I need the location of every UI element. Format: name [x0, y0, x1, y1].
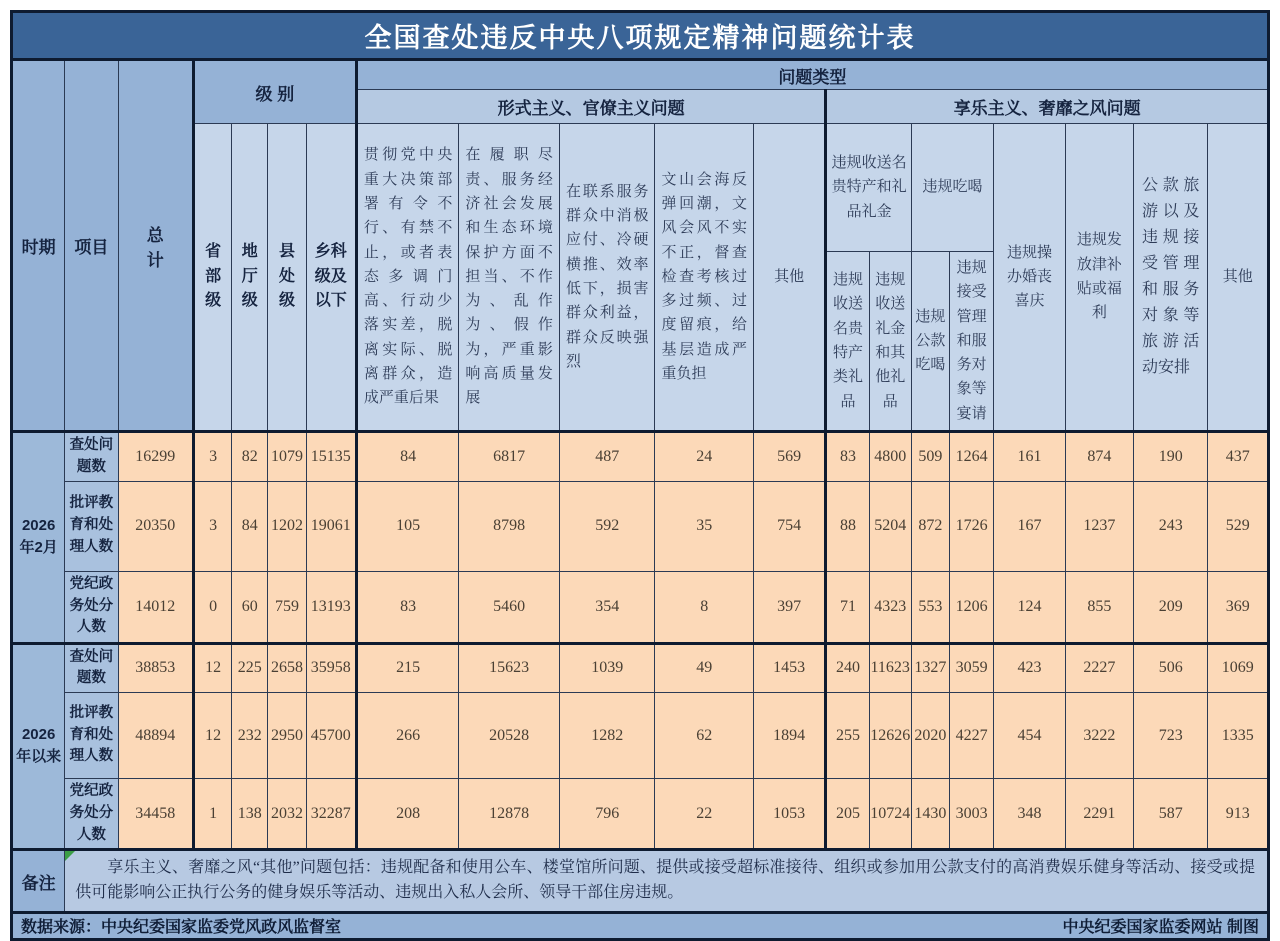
data-cell: 569: [753, 432, 825, 482]
data-cell: 2032: [268, 779, 306, 850]
data-cell: 1430: [911, 779, 949, 850]
data-cell: 255: [826, 693, 869, 779]
data-cell: 16299: [118, 432, 193, 482]
header-hedonism-other: 其他: [1208, 124, 1269, 432]
data-cell: 872: [911, 481, 949, 571]
data-cell: 1894: [753, 693, 825, 779]
header-problem-type: 问题类型: [356, 60, 1268, 90]
data-cell: 754: [753, 481, 825, 571]
data-cell: 12: [193, 693, 231, 779]
header-period: 时期: [12, 60, 65, 432]
data-cell: 138: [232, 779, 268, 850]
data-cell: 855: [1065, 571, 1133, 643]
header-dining-sub-1: 违规公款吃喝: [911, 252, 949, 432]
data-cell: 759: [268, 571, 306, 643]
data-cell: 2291: [1065, 779, 1133, 850]
data-cell: 84: [356, 432, 459, 482]
data-cell: 723: [1134, 693, 1208, 779]
header-dining-group: 违规吃喝: [911, 124, 993, 252]
data-cell: 161: [994, 432, 1065, 482]
data-cell: 243: [1134, 481, 1208, 571]
data-cell: 14012: [118, 571, 193, 643]
row-label: 查处问题数: [65, 643, 118, 693]
data-cell: 437: [1208, 432, 1269, 482]
period-label: 2026年2月: [12, 432, 65, 644]
data-cell: 62: [655, 693, 754, 779]
statistics-table: [10, 10, 1270, 941]
data-cell: 369: [1208, 571, 1269, 643]
data-cell: 587: [1134, 779, 1208, 850]
data-cell: 167: [994, 481, 1065, 571]
data-cell: 3003: [950, 779, 994, 850]
header-gifts-sub-2: 违规收送礼金和其他礼品: [869, 252, 911, 432]
data-cell: 10724: [869, 779, 911, 850]
data-cell: 1327: [911, 643, 949, 693]
footer-source: 数据来源：中央纪委国家监委党风政风监督室: [21, 919, 342, 937]
data-cell: 509: [911, 432, 949, 482]
data-cell: 423: [994, 643, 1065, 693]
data-cell: 5460: [459, 571, 560, 643]
data-cell: 1726: [950, 481, 994, 571]
comment-marker-icon: [65, 851, 75, 861]
data-cell: 208: [356, 779, 459, 850]
header-gifts-sub-1: 违规收送名贵特产类礼品: [826, 252, 869, 432]
data-cell: 348: [994, 779, 1065, 850]
data-cell: 529: [1208, 481, 1269, 571]
data-cell: 22: [655, 779, 754, 850]
data-cell: 3: [193, 432, 231, 482]
data-cell: 3222: [1065, 693, 1133, 779]
data-cell: 8798: [459, 481, 560, 571]
data-cell: 12: [193, 643, 231, 693]
data-cell: 32287: [306, 779, 356, 850]
period-label: 2026年以来: [12, 643, 65, 850]
data-cell: 20350: [118, 481, 193, 571]
data-cell: 19061: [306, 481, 356, 571]
data-cell: 8: [655, 571, 754, 643]
data-cell: 20528: [459, 693, 560, 779]
data-cell: 4800: [869, 432, 911, 482]
data-cell: 35: [655, 481, 754, 571]
data-cell: 12878: [459, 779, 560, 850]
header-level-township-label: 乡科级及以下: [314, 242, 347, 310]
data-cell: 397: [753, 571, 825, 643]
header-level-township: [306, 124, 356, 432]
data-cell: 1282: [559, 693, 655, 779]
data-cell: 49: [655, 643, 754, 693]
data-cell: 45700: [306, 693, 356, 779]
notes-label: 备注: [12, 850, 65, 913]
header-formalism-other: 其他: [753, 124, 825, 432]
data-cell: 1079: [268, 432, 306, 482]
header-formalism-col-2: 在履职尽责、服务经济社会发展和生态环境保护方面不担当、不作为、乱作为、假作为，严重影响高质量发展: [459, 124, 560, 432]
header-hedonism-group: 享乐主义、奢靡之风问题: [826, 90, 1269, 124]
header-level-prefecture: [232, 124, 268, 432]
data-cell: 266: [356, 693, 459, 779]
footer-content: [21, 914, 1259, 937]
data-cell: 1453: [753, 643, 825, 693]
row-label: 批评教育和处理人数: [65, 481, 118, 571]
data-cell: 240: [826, 643, 869, 693]
data-cell: 506: [1134, 643, 1208, 693]
header-level-prefecture-label: 地厅级: [241, 242, 258, 310]
footer-credit: 中央纪委国家监委网站 制图: [1062, 919, 1259, 937]
data-cell: 2658: [268, 643, 306, 693]
data-cell: 205: [826, 779, 869, 850]
data-cell: 4323: [869, 571, 911, 643]
data-cell: 105: [356, 481, 459, 571]
data-cell: 913: [1208, 779, 1269, 850]
data-cell: 88: [826, 481, 869, 571]
row-label: 党纪政务处分人数: [65, 571, 118, 643]
data-cell: 13193: [306, 571, 356, 643]
data-cell: 2020: [911, 693, 949, 779]
data-cell: 1: [193, 779, 231, 850]
data-cell: 38853: [118, 643, 193, 693]
data-cell: 6817: [459, 432, 560, 482]
data-cell: 354: [559, 571, 655, 643]
header-level-county-label: 县处级: [278, 242, 295, 310]
data-cell: 232: [232, 693, 268, 779]
data-cell: 83: [826, 432, 869, 482]
data-cell: 24: [655, 432, 754, 482]
data-cell: 1264: [950, 432, 994, 482]
data-cell: 1206: [950, 571, 994, 643]
row-label: 党纪政务处分人数: [65, 779, 118, 850]
notes-text: 享乐主义、奢靡之风“其他”问题包括：违规配备和使用公车、楼堂馆所问题、提供或接受超标准接待、组织或参加用公款支付的高消费娱乐健身等活动、接受或提供可能影响公正执行公务的健身娱乐等活动、违规出入私人会所、领导干部住房违规。: [75, 859, 1255, 902]
data-cell: 83: [356, 571, 459, 643]
data-cell: 12626: [869, 693, 911, 779]
table-title: 全国查处违反中央八项规定精神问题统计表: [12, 12, 1269, 60]
header-gifts-group: 违规收送名贵特产和礼品礼金: [826, 124, 911, 252]
data-cell: 454: [994, 693, 1065, 779]
data-cell: 209: [1134, 571, 1208, 643]
header-dining-sub-2: 违规接受管理和服务对象等宴请: [950, 252, 994, 432]
data-cell: 15623: [459, 643, 560, 693]
header-level-county: [268, 124, 306, 432]
data-cell: 190: [1134, 432, 1208, 482]
header-level-province-label: 省部级: [205, 242, 222, 310]
header-formalism-col-1: 贯彻党中央重大决策部署有令不行、有禁不止，或者表态多调门高、行动少落实差，脱离实际、脱离群众，造成严重后果: [356, 124, 459, 432]
data-cell: 1053: [753, 779, 825, 850]
header-travel: 公款旅游以及违规接受管理和服务对象等旅游活动安排: [1134, 124, 1208, 432]
data-cell: 60: [232, 571, 268, 643]
data-cell: 82: [232, 432, 268, 482]
data-cell: 1335: [1208, 693, 1269, 779]
data-cell: 2950: [268, 693, 306, 779]
data-cell: 71: [826, 571, 869, 643]
data-cell: 11623: [869, 643, 911, 693]
footer-bar: [12, 912, 1269, 939]
data-cell: 874: [1065, 432, 1133, 482]
data-cell: 1069: [1208, 643, 1269, 693]
data-cell: 3059: [950, 643, 994, 693]
data-cell: 215: [356, 643, 459, 693]
data-cell: 5204: [869, 481, 911, 571]
header-formalism-col-3: 在联系服务群众中消极应付、冷硬横推、效率低下，损害群众利益，群众反映强烈: [559, 124, 655, 432]
data-cell: 796: [559, 779, 655, 850]
header-total-label: 总计: [146, 225, 164, 270]
header-level-province: [193, 124, 231, 432]
header-item: 项目: [65, 60, 118, 432]
data-cell: 2227: [1065, 643, 1133, 693]
data-cell: 3: [193, 481, 231, 571]
data-cell: 592: [559, 481, 655, 571]
data-cell: 487: [559, 432, 655, 482]
header-formalism-col-4: 文山会海反弹回潮，文风会风不实不正，督查检查考核过多过频、过度留痕，给基层造成严重负担: [655, 124, 754, 432]
data-cell: 15135: [306, 432, 356, 482]
data-cell: 34458: [118, 779, 193, 850]
data-cell: 124: [994, 571, 1065, 643]
notes-cell: [65, 850, 1269, 913]
data-cell: 1039: [559, 643, 655, 693]
row-label: 批评教育和处理人数: [65, 693, 118, 779]
header-level-group: 级 别: [193, 60, 356, 124]
data-cell: 1202: [268, 481, 306, 571]
data-cell: 84: [232, 481, 268, 571]
header-allowance: 违规发放津补贴或福利: [1065, 124, 1133, 432]
data-cell: 225: [232, 643, 268, 693]
header-wedding: 违规操办婚丧喜庆: [994, 124, 1065, 432]
data-cell: 48894: [118, 693, 193, 779]
data-cell: 1237: [1065, 481, 1133, 571]
header-total: [118, 60, 193, 432]
row-label: 查处问题数: [65, 432, 118, 482]
data-cell: 4227: [950, 693, 994, 779]
data-cell: 553: [911, 571, 949, 643]
data-cell: 0: [193, 571, 231, 643]
data-cell: 35958: [306, 643, 356, 693]
header-formalism-group: 形式主义、官僚主义问题: [356, 90, 826, 124]
